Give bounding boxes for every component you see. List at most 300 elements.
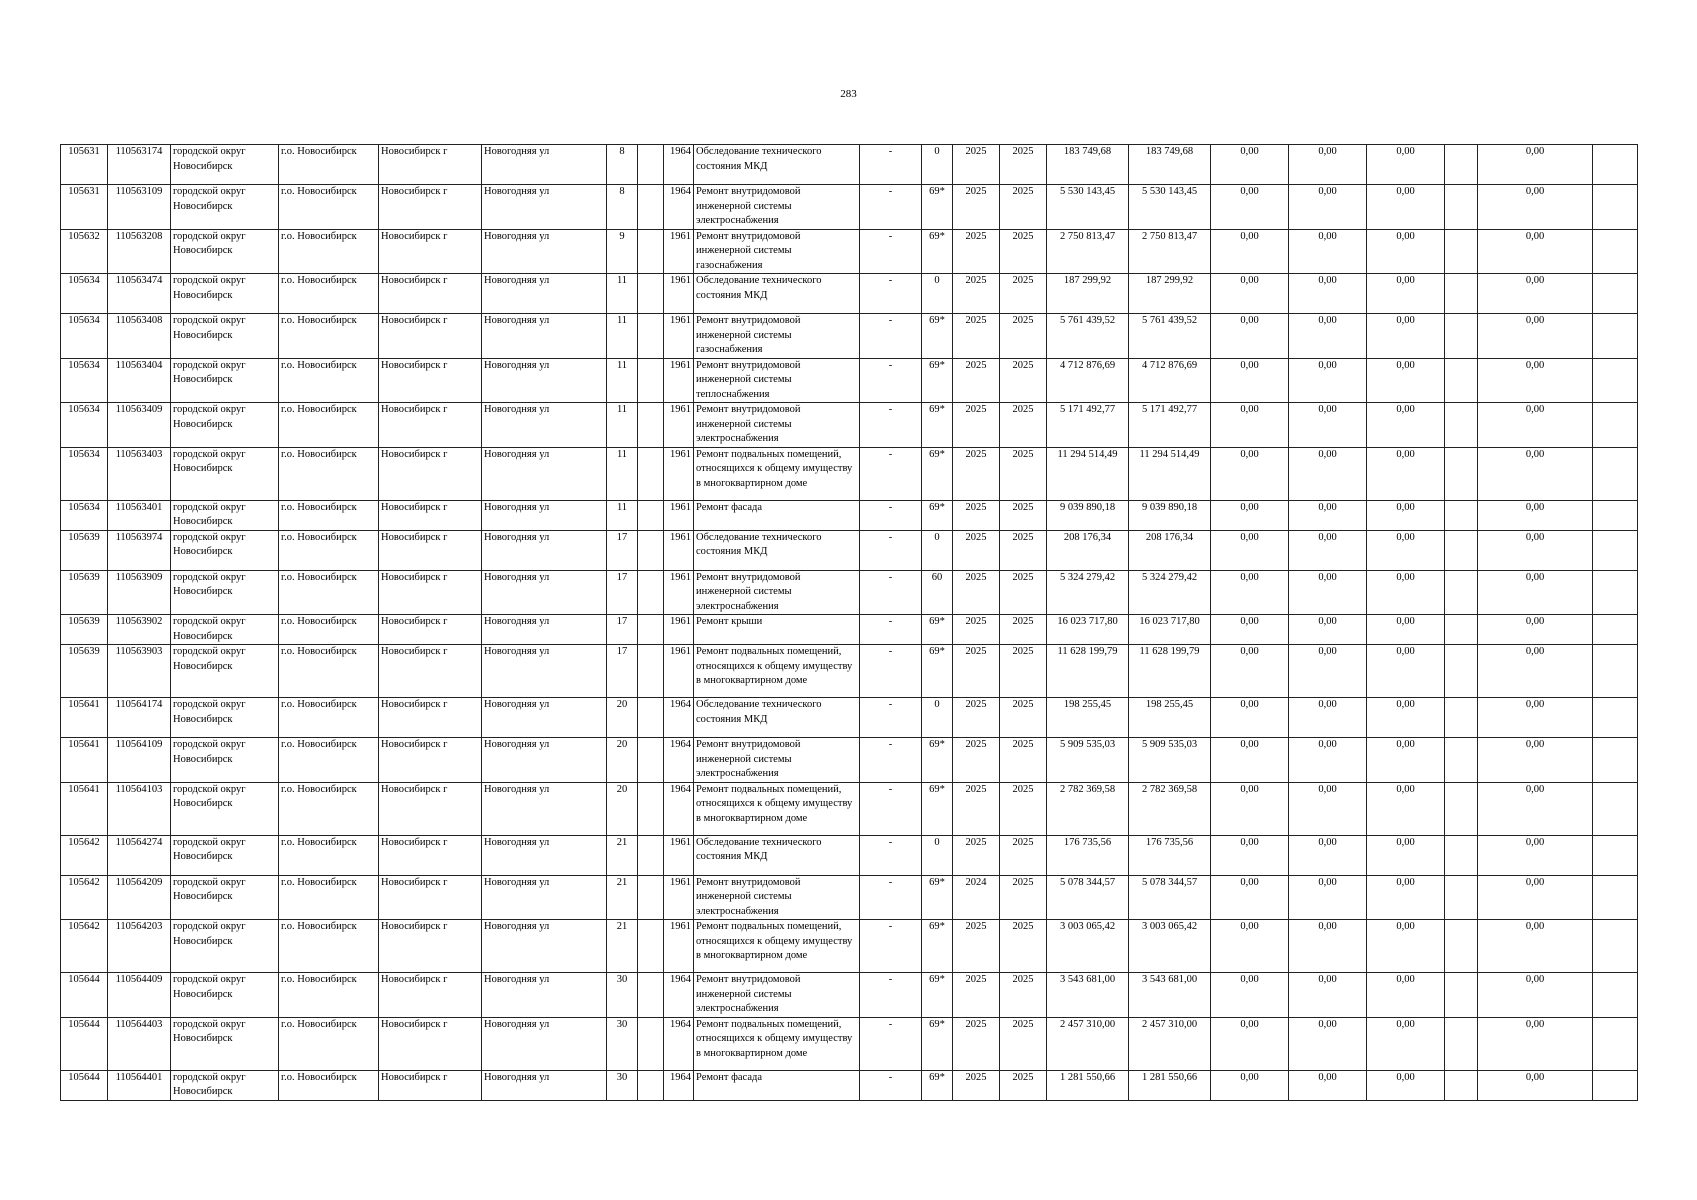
row-building xyxy=(638,570,664,615)
row-district: городской округ Новосибирск xyxy=(171,920,279,973)
row-district: городской округ Новосибирск xyxy=(171,1070,279,1100)
row-cost: 183 749,68 xyxy=(1129,145,1211,185)
row-cost: 11 628 199,79 xyxy=(1129,645,1211,698)
row-id: 105639 xyxy=(61,530,108,570)
row-fund-3: 0,00 xyxy=(1367,615,1445,645)
row-cost: 208 176,34 xyxy=(1129,530,1211,570)
row-wear: 69* xyxy=(922,920,953,973)
row-municipality: г.о. Новосибирск xyxy=(279,615,379,645)
row-dash: - xyxy=(860,920,922,973)
row-work-type: Ремонт подвальных помещений, относящихся к общему имуществу в многоквартирном доме xyxy=(694,782,860,835)
row-building xyxy=(638,314,664,359)
row-fund-4 xyxy=(1445,185,1478,230)
row-fund-3: 0,00 xyxy=(1367,314,1445,359)
row-code: 110563974 xyxy=(108,530,171,570)
row-fund-3: 0,00 xyxy=(1367,530,1445,570)
row-fund-2: 0,00 xyxy=(1289,835,1367,875)
row-cost: 11 294 514,49 xyxy=(1129,447,1211,500)
row-fund-6 xyxy=(1593,920,1638,973)
row-fund-6 xyxy=(1593,1070,1638,1100)
row-city: Новосибирск г xyxy=(379,314,482,359)
row-building xyxy=(638,1017,664,1070)
row-city: Новосибирск г xyxy=(379,738,482,783)
row-id: 105634 xyxy=(61,403,108,448)
row-street: Новогодняя ул xyxy=(482,358,607,403)
table-row xyxy=(61,314,1638,359)
row-fund-2: 0,00 xyxy=(1289,920,1367,973)
row-fund-2: 0,00 xyxy=(1289,403,1367,448)
row-street: Новогодняя ул xyxy=(482,973,607,1018)
row-municipality: г.о. Новосибирск xyxy=(279,698,379,738)
row-year-start: 2025 xyxy=(953,314,1000,359)
row-fund-3: 0,00 xyxy=(1367,1070,1445,1100)
row-fund-5: 0,00 xyxy=(1478,185,1593,230)
row-id: 105639 xyxy=(61,645,108,698)
row-street: Новогодняя ул xyxy=(482,145,607,185)
row-city: Новосибирск г xyxy=(379,530,482,570)
row-cost: 176 735,56 xyxy=(1129,835,1211,875)
table-row xyxy=(61,229,1638,274)
row-street: Новогодняя ул xyxy=(482,615,607,645)
row-municipality: г.о. Новосибирск xyxy=(279,920,379,973)
row-dash: - xyxy=(860,229,922,274)
row-house: 9 xyxy=(607,229,638,274)
row-fund-5: 0,00 xyxy=(1478,447,1593,500)
row-year-end: 2025 xyxy=(1000,875,1047,920)
row-fund-1: 0,00 xyxy=(1211,920,1289,973)
row-total-cost: 4 712 876,69 xyxy=(1047,358,1129,403)
row-fund-4 xyxy=(1445,358,1478,403)
row-fund-3: 0,00 xyxy=(1367,1017,1445,1070)
row-fund-6 xyxy=(1593,698,1638,738)
row-fund-4 xyxy=(1445,570,1478,615)
row-fund-1: 0,00 xyxy=(1211,973,1289,1018)
row-wear: 69* xyxy=(922,500,953,530)
row-wear: 69* xyxy=(922,738,953,783)
row-fund-1: 0,00 xyxy=(1211,500,1289,530)
row-city: Новосибирск г xyxy=(379,782,482,835)
row-fund-2: 0,00 xyxy=(1289,229,1367,274)
row-fund-2: 0,00 xyxy=(1289,645,1367,698)
row-year-start: 2025 xyxy=(953,973,1000,1018)
row-code: 110564103 xyxy=(108,782,171,835)
row-district: городской округ Новосибирск xyxy=(171,973,279,1018)
table-row xyxy=(61,615,1638,645)
row-year-end: 2025 xyxy=(1000,358,1047,403)
row-building xyxy=(638,447,664,500)
row-street: Новогодняя ул xyxy=(482,229,607,274)
row-district: городской округ Новосибирск xyxy=(171,875,279,920)
row-work-type: Ремонт подвальных помещений, относящихся к общему имуществу в многоквартирном доме xyxy=(694,1017,860,1070)
row-dash: - xyxy=(860,645,922,698)
row-total-cost: 187 299,92 xyxy=(1047,274,1129,314)
row-district: городской округ Новосибирск xyxy=(171,835,279,875)
row-house: 11 xyxy=(607,314,638,359)
row-house: 30 xyxy=(607,1017,638,1070)
row-total-cost: 5 530 143,45 xyxy=(1047,185,1129,230)
row-year-end: 2025 xyxy=(1000,229,1047,274)
row-fund-3: 0,00 xyxy=(1367,738,1445,783)
row-year: 1961 xyxy=(664,570,694,615)
row-year-end: 2025 xyxy=(1000,500,1047,530)
row-fund-1: 0,00 xyxy=(1211,1070,1289,1100)
row-year-end: 2025 xyxy=(1000,615,1047,645)
row-year-start: 2025 xyxy=(953,145,1000,185)
row-fund-3: 0,00 xyxy=(1367,698,1445,738)
row-id: 105642 xyxy=(61,835,108,875)
row-work-type: Ремонт подвальных помещений, относящихся к общему имуществу в многоквартирном доме xyxy=(694,645,860,698)
table-row xyxy=(61,358,1638,403)
row-id: 105631 xyxy=(61,145,108,185)
row-fund-6 xyxy=(1593,358,1638,403)
table-row xyxy=(61,1017,1638,1070)
row-fund-6 xyxy=(1593,185,1638,230)
row-fund-5: 0,00 xyxy=(1478,314,1593,359)
row-cost: 5 171 492,77 xyxy=(1129,403,1211,448)
row-dash: - xyxy=(860,570,922,615)
row-building xyxy=(638,645,664,698)
row-work-type: Обследование технического состояния МКД xyxy=(694,530,860,570)
row-fund-3: 0,00 xyxy=(1367,835,1445,875)
row-fund-1: 0,00 xyxy=(1211,314,1289,359)
row-id: 105641 xyxy=(61,698,108,738)
row-district: городской округ Новосибирск xyxy=(171,570,279,615)
row-dash: - xyxy=(860,145,922,185)
row-wear: 69* xyxy=(922,447,953,500)
row-code: 110563401 xyxy=(108,500,171,530)
row-fund-6 xyxy=(1593,973,1638,1018)
row-fund-5: 0,00 xyxy=(1478,1070,1593,1100)
row-fund-2: 0,00 xyxy=(1289,738,1367,783)
row-work-type: Ремонт подвальных помещений, относящихся к общему имуществу в многоквартирном доме xyxy=(694,447,860,500)
row-street: Новогодняя ул xyxy=(482,274,607,314)
row-house: 11 xyxy=(607,500,638,530)
row-fund-3: 0,00 xyxy=(1367,358,1445,403)
row-district: городской округ Новосибирск xyxy=(171,500,279,530)
row-fund-2: 0,00 xyxy=(1289,145,1367,185)
row-district: городской округ Новосибирск xyxy=(171,274,279,314)
row-fund-3: 0,00 xyxy=(1367,500,1445,530)
row-fund-4 xyxy=(1445,782,1478,835)
row-year-end: 2025 xyxy=(1000,920,1047,973)
row-wear: 69* xyxy=(922,358,953,403)
row-fund-6 xyxy=(1593,229,1638,274)
row-street: Новогодняя ул xyxy=(482,185,607,230)
row-year-start: 2025 xyxy=(953,1070,1000,1100)
row-year-end: 2025 xyxy=(1000,645,1047,698)
row-id: 105639 xyxy=(61,570,108,615)
row-building xyxy=(638,920,664,973)
row-work-type: Ремонт внутридомовой инженерной системы электроснабжения xyxy=(694,403,860,448)
row-code: 110564174 xyxy=(108,698,171,738)
row-cost: 5 078 344,57 xyxy=(1129,875,1211,920)
table-row xyxy=(61,782,1638,835)
row-fund-1: 0,00 xyxy=(1211,1017,1289,1070)
row-fund-4 xyxy=(1445,698,1478,738)
row-street: Новогодняя ул xyxy=(482,698,607,738)
row-year-end: 2025 xyxy=(1000,835,1047,875)
row-city: Новосибирск г xyxy=(379,973,482,1018)
row-year-start: 2025 xyxy=(953,358,1000,403)
row-work-type: Ремонт внутридомовой инженерной системы газоснабжения xyxy=(694,314,860,359)
row-municipality: г.о. Новосибирск xyxy=(279,1070,379,1100)
row-fund-3: 0,00 xyxy=(1367,920,1445,973)
row-city: Новосибирск г xyxy=(379,1017,482,1070)
row-year-start: 2025 xyxy=(953,782,1000,835)
row-street: Новогодняя ул xyxy=(482,1070,607,1100)
row-work-type: Ремонт внутридомовой инженерной системы электроснабжения xyxy=(694,185,860,230)
row-total-cost: 2 750 813,47 xyxy=(1047,229,1129,274)
row-year-end: 2025 xyxy=(1000,145,1047,185)
row-cost: 2 457 310,00 xyxy=(1129,1017,1211,1070)
row-street: Новогодняя ул xyxy=(482,403,607,448)
row-city: Новосибирск г xyxy=(379,229,482,274)
row-id: 105644 xyxy=(61,1070,108,1100)
row-code: 110564409 xyxy=(108,973,171,1018)
row-fund-2: 0,00 xyxy=(1289,185,1367,230)
row-street: Новогодняя ул xyxy=(482,835,607,875)
row-total-cost: 3 003 065,42 xyxy=(1047,920,1129,973)
row-code: 110563409 xyxy=(108,403,171,448)
row-year: 1964 xyxy=(664,698,694,738)
row-year: 1961 xyxy=(664,274,694,314)
row-city: Новосибирск г xyxy=(379,570,482,615)
row-year-start: 2025 xyxy=(953,698,1000,738)
row-fund-3: 0,00 xyxy=(1367,645,1445,698)
repair-schedule-table xyxy=(60,144,1638,1101)
row-cost: 2 750 813,47 xyxy=(1129,229,1211,274)
row-code: 110564203 xyxy=(108,920,171,973)
row-fund-1: 0,00 xyxy=(1211,185,1289,230)
row-year: 1961 xyxy=(664,920,694,973)
row-fund-4 xyxy=(1445,500,1478,530)
table-row xyxy=(61,645,1638,698)
row-street: Новогодняя ул xyxy=(482,314,607,359)
row-wear: 0 xyxy=(922,530,953,570)
row-id: 105634 xyxy=(61,358,108,403)
table-row xyxy=(61,145,1638,185)
row-work-type: Ремонт внутридомовой инженерной системы электроснабжения xyxy=(694,570,860,615)
row-total-cost: 3 543 681,00 xyxy=(1047,973,1129,1018)
row-dash: - xyxy=(860,500,922,530)
row-district: городской округ Новосибирск xyxy=(171,229,279,274)
row-id: 105634 xyxy=(61,447,108,500)
row-wear: 69* xyxy=(922,1070,953,1100)
row-code: 110564109 xyxy=(108,738,171,783)
row-work-type: Обследование технического состояния МКД xyxy=(694,145,860,185)
row-dash: - xyxy=(860,973,922,1018)
row-fund-4 xyxy=(1445,645,1478,698)
row-house: 17 xyxy=(607,615,638,645)
row-district: городской округ Новосибирск xyxy=(171,403,279,448)
row-municipality: г.о. Новосибирск xyxy=(279,229,379,274)
row-id: 105634 xyxy=(61,500,108,530)
row-id: 105634 xyxy=(61,314,108,359)
row-fund-4 xyxy=(1445,920,1478,973)
row-fund-1: 0,00 xyxy=(1211,698,1289,738)
row-fund-6 xyxy=(1593,530,1638,570)
row-fund-2: 0,00 xyxy=(1289,570,1367,615)
row-year: 1961 xyxy=(664,500,694,530)
row-total-cost: 176 735,56 xyxy=(1047,835,1129,875)
row-year-start: 2025 xyxy=(953,1017,1000,1070)
row-year-end: 2025 xyxy=(1000,698,1047,738)
row-district: городской округ Новосибирск xyxy=(171,645,279,698)
row-wear: 69* xyxy=(922,229,953,274)
page-number: 283 xyxy=(840,88,857,100)
row-district: городской округ Новосибирск xyxy=(171,738,279,783)
row-street: Новогодняя ул xyxy=(482,500,607,530)
row-house: 21 xyxy=(607,835,638,875)
row-code: 110563909 xyxy=(108,570,171,615)
row-district: городской округ Новосибирск xyxy=(171,530,279,570)
row-year: 1964 xyxy=(664,1070,694,1100)
row-dash: - xyxy=(860,1017,922,1070)
row-fund-4 xyxy=(1445,314,1478,359)
row-fund-3: 0,00 xyxy=(1367,145,1445,185)
row-fund-1: 0,00 xyxy=(1211,645,1289,698)
row-wear: 0 xyxy=(922,835,953,875)
row-total-cost: 183 749,68 xyxy=(1047,145,1129,185)
row-code: 110564403 xyxy=(108,1017,171,1070)
row-district: городской округ Новосибирск xyxy=(171,1017,279,1070)
row-fund-1: 0,00 xyxy=(1211,358,1289,403)
row-city: Новосибирск г xyxy=(379,358,482,403)
row-building xyxy=(638,782,664,835)
row-total-cost: 11 628 199,79 xyxy=(1047,645,1129,698)
row-building xyxy=(638,229,664,274)
row-cost: 5 761 439,52 xyxy=(1129,314,1211,359)
row-year: 1961 xyxy=(664,358,694,403)
row-city: Новосибирск г xyxy=(379,447,482,500)
row-work-type: Ремонт внутридомовой инженерной системы электроснабжения xyxy=(694,973,860,1018)
table-row xyxy=(61,570,1638,615)
row-year-start: 2025 xyxy=(953,500,1000,530)
row-code: 110564274 xyxy=(108,835,171,875)
row-street: Новогодняя ул xyxy=(482,570,607,615)
row-city: Новосибирск г xyxy=(379,835,482,875)
row-district: городской округ Новосибирск xyxy=(171,145,279,185)
row-fund-3: 0,00 xyxy=(1367,973,1445,1018)
row-total-cost: 5 171 492,77 xyxy=(1047,403,1129,448)
row-city: Новосибирск г xyxy=(379,875,482,920)
row-city: Новосибирск г xyxy=(379,615,482,645)
row-fund-5: 0,00 xyxy=(1478,738,1593,783)
row-cost: 187 299,92 xyxy=(1129,274,1211,314)
row-house: 11 xyxy=(607,274,638,314)
row-id: 105634 xyxy=(61,274,108,314)
row-municipality: г.о. Новосибирск xyxy=(279,530,379,570)
row-house: 17 xyxy=(607,530,638,570)
row-cost: 3 543 681,00 xyxy=(1129,973,1211,1018)
table-row xyxy=(61,920,1638,973)
row-fund-5: 0,00 xyxy=(1478,274,1593,314)
table-row xyxy=(61,1070,1638,1100)
row-id: 105641 xyxy=(61,738,108,783)
row-fund-6 xyxy=(1593,615,1638,645)
row-cost: 5 530 143,45 xyxy=(1129,185,1211,230)
row-fund-6 xyxy=(1593,738,1638,783)
row-dash: - xyxy=(860,447,922,500)
row-work-type: Ремонт фасада xyxy=(694,500,860,530)
row-fund-1: 0,00 xyxy=(1211,570,1289,615)
row-year: 1964 xyxy=(664,973,694,1018)
row-fund-1: 0,00 xyxy=(1211,875,1289,920)
row-fund-3: 0,00 xyxy=(1367,403,1445,448)
row-fund-2: 0,00 xyxy=(1289,698,1367,738)
row-year-end: 2025 xyxy=(1000,403,1047,448)
row-fund-5: 0,00 xyxy=(1478,403,1593,448)
row-district: городской округ Новосибирск xyxy=(171,314,279,359)
row-year-end: 2025 xyxy=(1000,973,1047,1018)
row-year-start: 2024 xyxy=(953,875,1000,920)
row-year-end: 2025 xyxy=(1000,274,1047,314)
row-fund-2: 0,00 xyxy=(1289,358,1367,403)
row-year: 1961 xyxy=(664,530,694,570)
row-work-type: Ремонт внутридомовой инженерной системы электроснабжения xyxy=(694,875,860,920)
row-district: городской округ Новосибирск xyxy=(171,782,279,835)
row-fund-6 xyxy=(1593,570,1638,615)
row-dash: - xyxy=(860,1070,922,1100)
row-year: 1964 xyxy=(664,782,694,835)
row-year-start: 2025 xyxy=(953,274,1000,314)
row-building xyxy=(638,973,664,1018)
row-year: 1961 xyxy=(664,645,694,698)
row-year-start: 2025 xyxy=(953,403,1000,448)
row-year: 1961 xyxy=(664,615,694,645)
row-year-end: 2025 xyxy=(1000,570,1047,615)
row-fund-5: 0,00 xyxy=(1478,615,1593,645)
row-code: 110563903 xyxy=(108,645,171,698)
row-fund-4 xyxy=(1445,738,1478,783)
row-work-type: Обследование технического состояния МКД xyxy=(694,835,860,875)
row-fund-4 xyxy=(1445,875,1478,920)
row-street: Новогодняя ул xyxy=(482,782,607,835)
row-year-start: 2025 xyxy=(953,185,1000,230)
table-row xyxy=(61,403,1638,448)
row-code: 110563408 xyxy=(108,314,171,359)
row-city: Новосибирск г xyxy=(379,274,482,314)
row-fund-2: 0,00 xyxy=(1289,973,1367,1018)
row-building xyxy=(638,358,664,403)
table-row xyxy=(61,274,1638,314)
row-total-cost: 198 255,45 xyxy=(1047,698,1129,738)
row-fund-4 xyxy=(1445,1017,1478,1070)
row-cost: 9 039 890,18 xyxy=(1129,500,1211,530)
row-fund-1: 0,00 xyxy=(1211,447,1289,500)
row-year-end: 2025 xyxy=(1000,447,1047,500)
row-dash: - xyxy=(860,274,922,314)
row-wear: 60 xyxy=(922,570,953,615)
row-wear: 69* xyxy=(922,875,953,920)
row-total-cost: 208 176,34 xyxy=(1047,530,1129,570)
row-municipality: г.о. Новосибирск xyxy=(279,274,379,314)
row-municipality: г.о. Новосибирск xyxy=(279,973,379,1018)
row-total-cost: 5 909 535,03 xyxy=(1047,738,1129,783)
row-fund-6 xyxy=(1593,500,1638,530)
row-building xyxy=(638,530,664,570)
row-year: 1961 xyxy=(664,314,694,359)
row-cost: 2 782 369,58 xyxy=(1129,782,1211,835)
row-fund-6 xyxy=(1593,875,1638,920)
row-house: 11 xyxy=(607,447,638,500)
row-total-cost: 5 761 439,52 xyxy=(1047,314,1129,359)
row-year-start: 2025 xyxy=(953,645,1000,698)
row-district: городской округ Новосибирск xyxy=(171,185,279,230)
row-municipality: г.о. Новосибирск xyxy=(279,403,379,448)
row-dash: - xyxy=(860,358,922,403)
row-fund-2: 0,00 xyxy=(1289,1070,1367,1100)
